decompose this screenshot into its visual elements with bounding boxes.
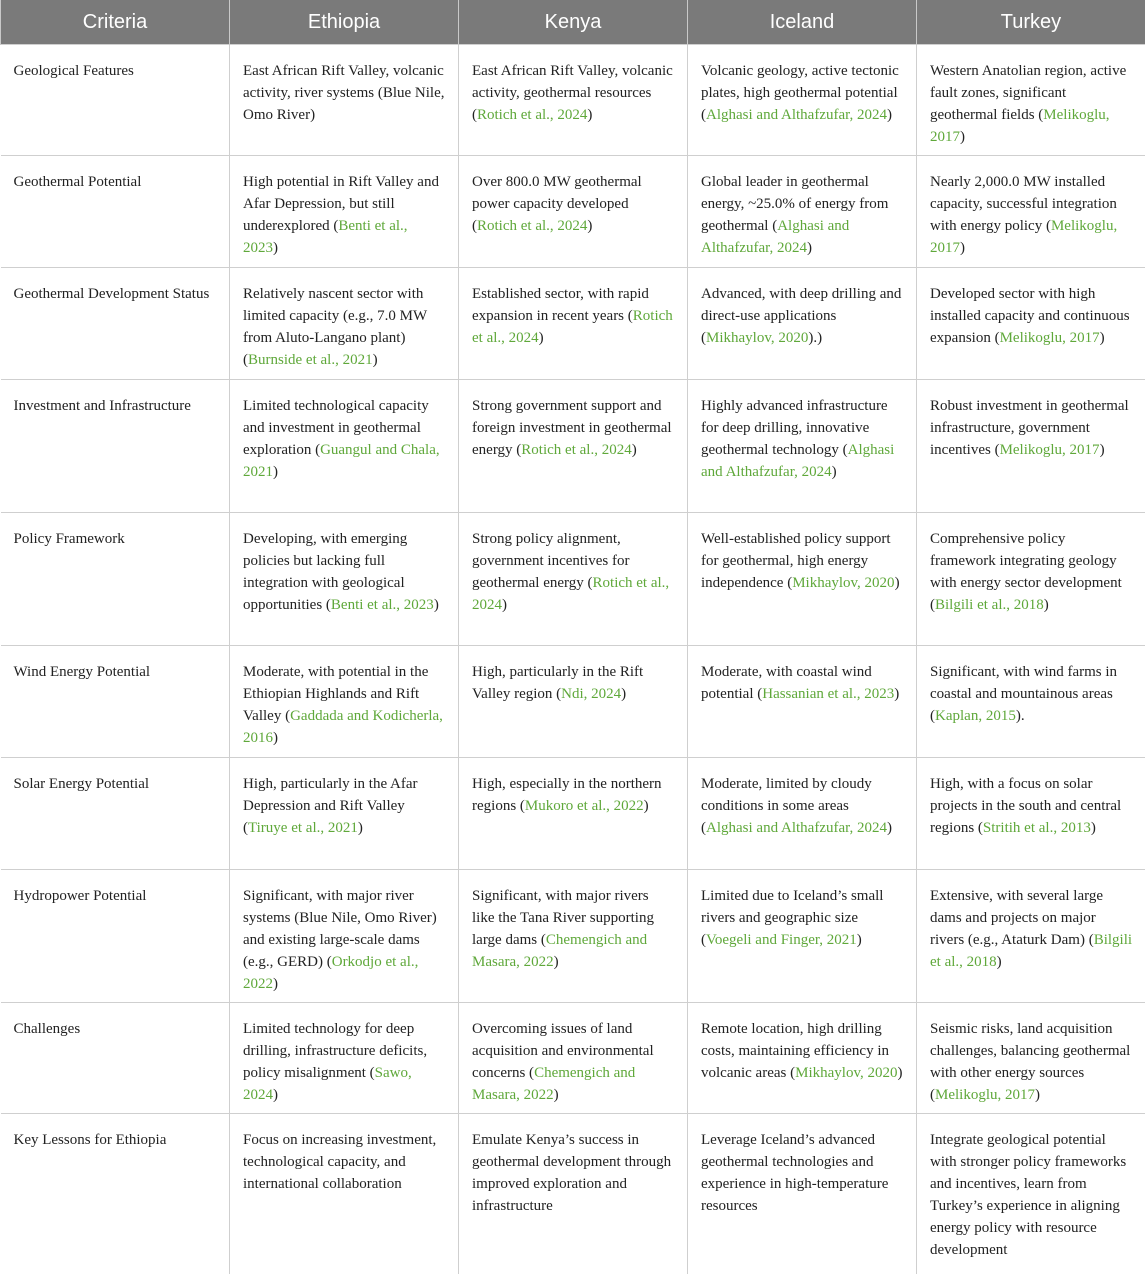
turkey-cell [917,513,1145,646]
cell-text-tail: ) [587,218,592,234]
citation-link[interactable]: Burnside et al., 2021 [248,352,373,368]
cell-text: Integrate geological potential with stronger policy frameworks and incentives, learn from Turkey’s experience in aligning energy policy with resource development [930,1132,1126,1258]
turkey-cell [917,870,1145,1003]
iceland-cell [688,380,917,513]
citation-link[interactable]: Bilgili et al., 2018 [935,597,1044,613]
cell-text: Moderate, with potential in the Ethiopian Highlands and Rift Valley ( [243,664,428,724]
cell-text: Developed sector with high installed capacity and continuous expansion ( [930,286,1130,346]
table-row [1,268,1145,380]
cell-text-tail: ) [894,686,899,702]
kenya-cell [459,45,688,156]
citation-link[interactable]: Alghasi and Althafzufar, 2024 [706,107,887,123]
citation-link[interactable]: Rotich et al., 2024 [521,442,631,458]
cell-text-tail: ) [273,1087,278,1103]
citation-link[interactable]: Voegeli and Finger, 2021 [706,932,857,948]
criteria-cell: Hydropower Potential [1,870,230,1003]
ethiopia-cell [230,45,459,156]
turkey-cell [917,380,1145,513]
cell-text: Significant, with major rivers like the Tana River supporting large dams ( [472,888,654,948]
cell-text: Seismic risks, land acquisition challenges, balancing geothermal with other energy sources ( [930,1021,1130,1103]
citation-link[interactable]: Alghasi and Althafzufar, 2024 [701,218,849,256]
ethiopia-cell [230,1003,459,1114]
cell-text: Volcanic geology, active tectonic plates, high geothermal potential ( [701,63,899,123]
cell-text-tail: ) [539,330,544,346]
header-iceland: Iceland [688,0,917,45]
citation-link[interactable]: Mikhaylov, 2020 [792,575,894,591]
iceland-cell [688,45,917,156]
table-row [1,758,1145,870]
ethiopia-cell [230,1114,459,1274]
turkey-cell [917,1003,1145,1114]
citation-link[interactable]: Bilgili et al., 2018 [930,932,1132,970]
cell-text: East African Rift Valley, volcanic activity, river systems (Blue Nile, Omo River) [243,63,444,123]
cell-text-tail: ) [1044,597,1049,613]
cell-text: High, with a focus on solar projects in the south and central regions ( [930,776,1121,836]
cell-text: Over 800.0 MW geothermal power capacity developed ( [472,174,642,234]
header-criteria: Criteria [1,0,230,45]
cell-text: Moderate, with coastal wind potential ( [701,664,872,702]
cell-text-tail: ) [358,820,363,836]
turkey-cell [917,156,1145,268]
cell-text-tail: ) [273,240,278,256]
cell-text: Nearly 2,000.0 MW installed capacity, successful integration with energy policy ( [930,174,1117,234]
cell-text: East African Rift Valley, volcanic activity, geothermal resources ( [472,63,673,123]
cell-text: High, particularly in the Rift Valley region ( [472,664,643,702]
ethiopia-cell [230,646,459,758]
cell-text: High, particularly in the Afar Depression and Rift Valley ( [243,776,418,836]
citation-link[interactable]: Alghasi and Althafzufar, 2024 [701,442,894,480]
cell-text-tail: ). [1016,708,1025,724]
citation-link[interactable]: Chemengich and Masara, 2022 [472,932,647,970]
ethiopia-cell [230,758,459,870]
criteria-cell: Geological Features [1,45,230,156]
kenya-cell [459,870,688,1003]
cell-text: Limited technological capacity and investment in geothermal exploration ( [243,398,429,458]
cell-text-tail: ) [897,1065,902,1081]
criteria-cell: Wind Energy Potential [1,646,230,758]
cell-text: Western Anatolian region, active fault zones, significant geothermal fields ( [930,63,1126,123]
cell-text: Established sector, with rapid expansion in recent years ( [472,286,649,324]
citation-link[interactable]: Alghasi and Althafzufar, 2024 [706,820,887,836]
kenya-cell [459,380,688,513]
citation-link[interactable]: Guangul and Chala, 2021 [243,442,440,480]
citation-link[interactable]: Benti et al., 2023 [243,218,408,256]
citation-link[interactable]: Chemengich and Masara, 2022 [472,1065,635,1103]
table-row [1,380,1145,513]
iceland-cell [688,513,917,646]
iceland-cell [688,1114,917,1274]
cell-text: Well-established policy support for geothermal, high energy independence ( [701,531,891,591]
cell-text-tail: ) [644,798,649,814]
cell-text-tail: ) [621,686,626,702]
turkey-cell [917,1114,1145,1274]
table-row [1,870,1145,1003]
table-row [1,45,1145,156]
criteria-cell: Investment and Infrastructure [1,380,230,513]
cell-text: High, especially in the northern regions ( [472,776,662,814]
iceland-cell [688,870,917,1003]
cell-text: Global leader in geothermal energy, ~25.0% of energy from geothermal ( [701,174,888,234]
citation-link[interactable]: Mikhaylov, 2020 [706,330,808,346]
cell-text: Significant, with major river systems (Blue Nile, Omo River) and existing large-scale dams (e.g., GERD) ( [243,888,437,970]
cell-text: Strong policy alignment, government incentives for geothermal energy ( [472,531,629,591]
cell-text: Comprehensive policy framework integrating geology with energy sector development ( [930,531,1122,613]
ethiopia-cell [230,156,459,268]
table-row [1,1003,1145,1114]
cell-text-tail: ) [997,954,1002,970]
cell-text-tail: ) [554,1087,559,1103]
criteria-cell: Geothermal Potential [1,156,230,268]
turkey-cell [917,268,1145,380]
cell-text-tail: ) [587,107,592,123]
cell-text: Limited technology for deep drilling, infrastructure deficits, policy misalignment ( [243,1021,427,1081]
kenya-cell [459,646,688,758]
criteria-cell: Challenges [1,1003,230,1114]
citation-link[interactable]: Mukoro et al., 2022 [525,798,644,814]
cell-text-tail: ) [273,730,278,746]
cell-text: High potential in Rift Valley and Afar Depression, but still underexplored ( [243,174,439,234]
citation-link[interactable]: Stritih et al., 2013 [983,820,1091,836]
citation-link[interactable]: Mikhaylov, 2020 [795,1065,897,1081]
citation-link[interactable]: Sawo, 2024 [243,1065,412,1103]
cell-text: Limited due to Iceland’s small rivers and geographic size ( [701,888,883,948]
table-body [1,45,1145,1274]
cell-text-tail: ).) [808,330,822,346]
table-row [1,156,1145,268]
citation-link[interactable]: Rotich et al., 2024 [477,107,587,123]
cell-text: Strong government support and foreign investment in geothermal energy ( [472,398,672,458]
cell-text: Moderate, limited by cloudy conditions in some areas ( [701,776,872,836]
cell-text: Highly advanced infrastructure for deep drilling, innovative geothermal technology ( [701,398,888,458]
citation-link[interactable]: Rotich et al., 2024 [472,575,669,613]
citation-link[interactable]: Rotich et al., 2024 [472,308,673,346]
cell-text-tail: ) [632,442,637,458]
citation-link[interactable]: Kaplan, 2015 [935,708,1016,724]
criteria-cell: Solar Energy Potential [1,758,230,870]
cell-text: Developing, with emerging policies but lacking full integration with geological opportunities ( [243,531,407,613]
criteria-cell: Key Lessons for Ethiopia [1,1114,230,1274]
cell-text-tail: ) [1035,1087,1040,1103]
cell-text-tail: ) [273,976,278,992]
criteria-cell: Geothermal Development Status [1,268,230,380]
cell-text-tail: ) [807,240,812,256]
kenya-cell [459,156,688,268]
turkey-cell [917,45,1145,156]
criteria-cell: Policy Framework [1,513,230,646]
citation-link[interactable]: Melikoglu, 2017 [1000,330,1100,346]
ethiopia-cell [230,380,459,513]
iceland-cell [688,758,917,870]
cell-text-tail: ) [887,107,892,123]
cell-text: Leverage Iceland’s advanced geothermal technologies and experience in high-temperature resources [701,1132,888,1214]
cell-text-tail: ) [887,820,892,836]
table-row [1,646,1145,758]
iceland-cell [688,268,917,380]
header-kenya: Kenya [459,0,688,45]
header-turkey: Turkey [917,0,1145,45]
cell-text-tail: ) [832,464,837,480]
citation-link[interactable]: Melikoglu, 2017 [930,107,1110,145]
cell-text: Focus on increasing investment, technological capacity, and international collaboration [243,1132,436,1192]
header-ethiopia: Ethiopia [230,0,459,45]
citation-link[interactable]: Hassanian et al., 2023 [762,686,894,702]
kenya-cell [459,1114,688,1274]
cell-text: Relatively nascent sector with limited capacity (e.g., 7.0 MW from Aluto-Langano plant) ( [243,286,427,368]
kenya-cell [459,513,688,646]
turkey-cell [917,646,1145,758]
iceland-cell [688,156,917,268]
cell-text: Overcoming issues of land acquisition and environmental concerns ( [472,1021,654,1081]
cell-text-tail: ) [273,464,278,480]
kenya-cell [459,268,688,380]
cell-text: Extensive, with several large dams and projects on major rivers (e.g., Ataturk Dam) ( [930,888,1103,948]
cell-text-tail: ) [434,597,439,613]
cell-text: Advanced, with deep drilling and direct-use applications ( [701,286,901,346]
citation-link[interactable]: Melikoglu, 2017 [1000,442,1100,458]
cell-text: Robust investment in geothermal infrastructure, government incentives ( [930,398,1129,458]
citation-link[interactable]: Melikoglu, 2017 [930,218,1117,256]
cell-text-tail: ) [373,352,378,368]
iceland-cell [688,1003,917,1114]
ethiopia-cell [230,870,459,1003]
cell-text-tail: ) [1100,442,1105,458]
iceland-cell [688,646,917,758]
ethiopia-cell [230,513,459,646]
header-row [1,0,1145,45]
citation-link[interactable]: Benti et al., 2023 [331,597,434,613]
cell-text-tail: ) [502,597,507,613]
table-row [1,513,1145,646]
citation-link[interactable]: Orkodjo et al., 2022 [243,954,418,992]
cell-text-tail: ) [1091,820,1096,836]
cell-text-tail: ) [554,954,559,970]
cell-text-tail: ) [1100,330,1105,346]
kenya-cell [459,758,688,870]
cell-text: Remote location, high drilling costs, maintaining efficiency in volcanic areas ( [701,1021,889,1081]
citation-link[interactable]: Rotich et al., 2024 [477,218,587,234]
cell-text-tail: ) [895,575,900,591]
cell-text-tail: ) [960,240,965,256]
turkey-cell [917,758,1145,870]
cell-text-tail: ) [960,129,965,145]
cell-text: Significant, with wind farms in coastal and mountainous areas ( [930,664,1117,724]
cell-text: Emulate Kenya’s success in geothermal development through improved exploration and infrastructure [472,1132,671,1214]
citation-link[interactable]: Tiruye et al., 2021 [248,820,358,836]
cell-text-tail: ) [857,932,862,948]
citation-link[interactable]: Ndi, 2024 [561,686,621,702]
kenya-cell [459,1003,688,1114]
table-row [1,1114,1145,1274]
citation-link[interactable]: Gaddada and Kodicherla, 2016 [243,708,443,746]
citation-link[interactable]: Melikoglu, 2017 [935,1087,1035,1103]
ethiopia-cell [230,268,459,380]
